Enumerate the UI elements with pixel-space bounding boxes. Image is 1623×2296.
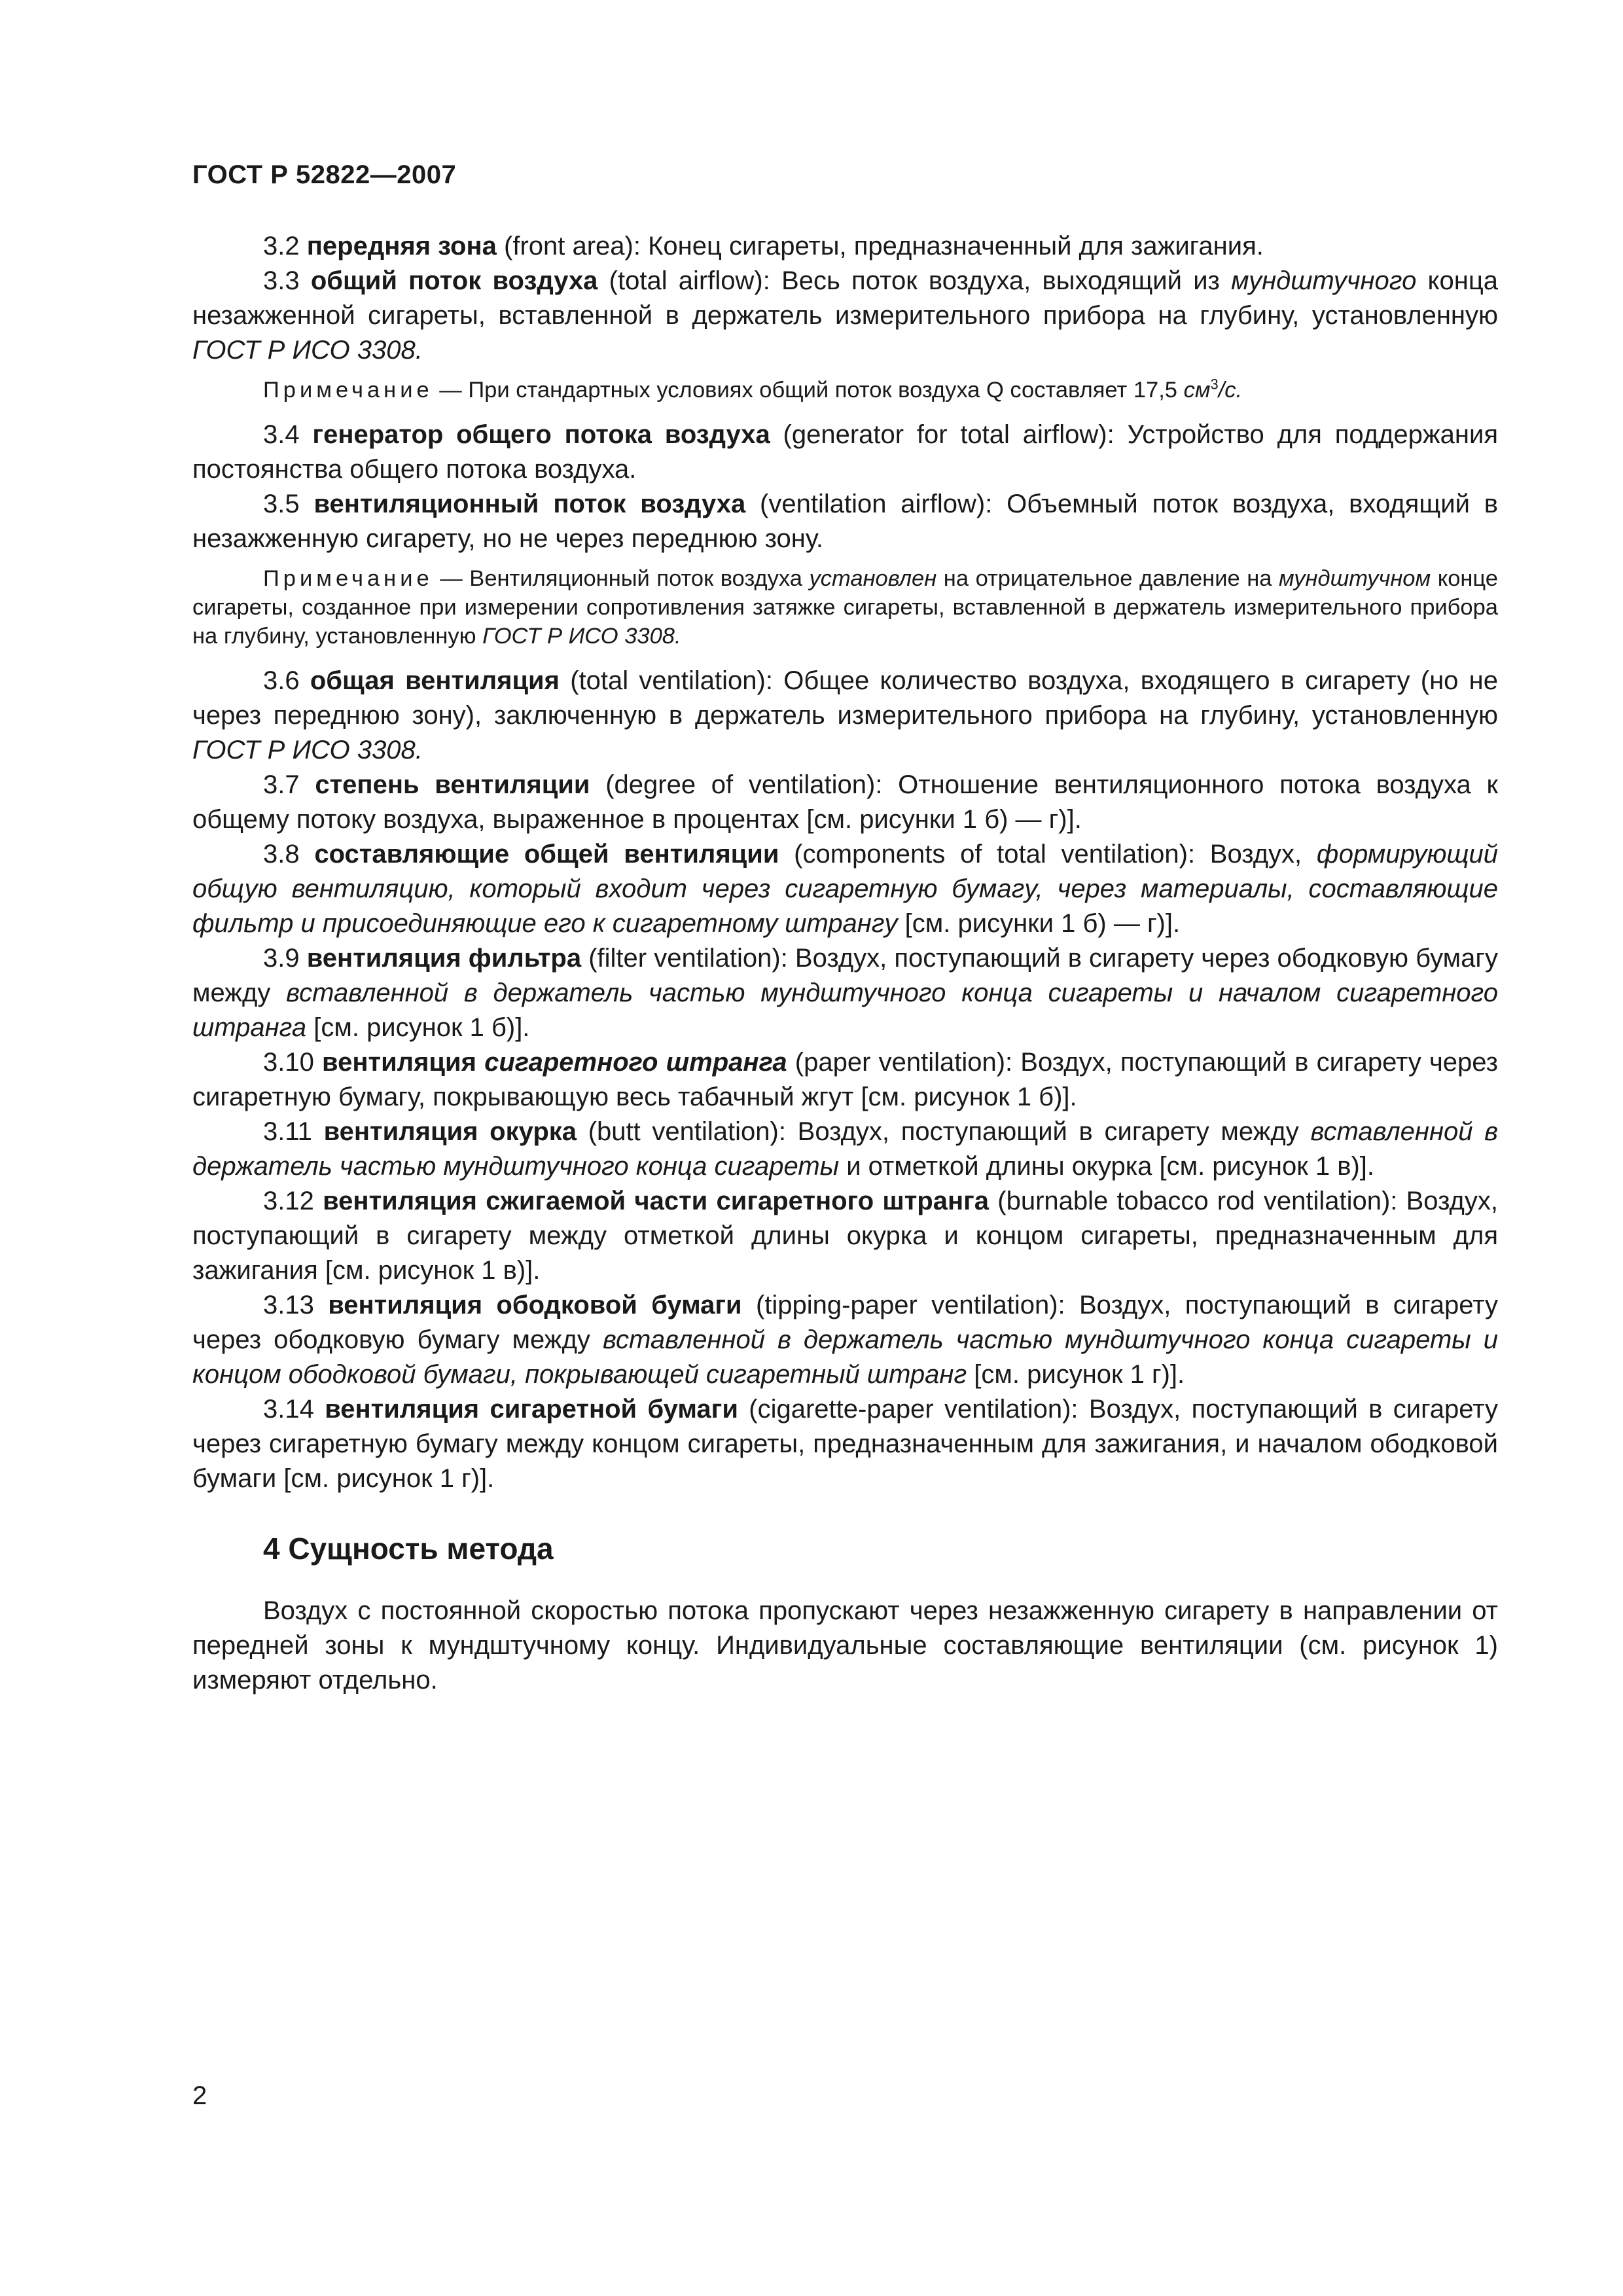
term-3-8: 3.8 составляющие общей вентиляции (components of total ventilation): Воздух, формирующий общую вентиляцию, который входит через сигаретную бумагу, через материалы, составляющие фильтр и присоединяющие его к сигаретному штрангу [см. рисунки 1 б) — г)]. [192, 840, 1498, 938]
note-ventilation-airflow: Примечание — Вентиляционный поток воздуха установлен на отрицательное давление на мундштучном конце сигареты, созданное при измерении сопротивления затяжке сигареты, вставленной в держатель измерительного прибора на глубину, установленную ГОСТ Р ИСО 3308. [192, 566, 1498, 649]
term-3-6: 3.6 общая вентиляция (total ventilation): Общее количество воздуха, входящего в сигарету (но не через переднюю зону), заключенную в держатель измерительного прибора на глубину, установленную ГОСТ Р ИСО 3308. [192, 666, 1498, 764]
term-3-10: 3.10 вентиляция сигаретного штранга (paper ventilation): Воздух, поступающий в сигарету через сигаретную бумагу, покрывающую весь табачный жгут [см. рисунок 1 б)]. [192, 1048, 1498, 1111]
document-header: ГОСТ Р 52822—2007 [192, 160, 457, 189]
term-3-4: 3.4 генератор общего потока воздуха (generator for total airflow): Устройство для поддержания постоянства общего потока воздуха. [192, 420, 1499, 484]
term-3-2: 3.2 передняя зона (front area): Конец сигареты, предназначенный для зажигания. [263, 232, 1264, 260]
term-3-14: 3.14 вентиляция сигаретной бумаги (cigarette-paper ventilation): Воздух, поступающий в сигарету через сигаретную бумагу между концом сигареты, предназначенным для зажигания, и началом ободковой бумаги [см. рисунок 1 г)]. [192, 1395, 1498, 1493]
section-4-body: Воздух с постоянной скоростью потока пропускают через незажженную сигарету в направлении от передней зоны к мундштучному концу. Индивидуальные составляющие вентиляции (см. рисунок 1) измеряют отдельно. [192, 1596, 1498, 1695]
term-3-12: 3.12 вентиляция сжигаемой части сигаретного штранга (burnable tobacco rod ventilation): Воздух, поступающий в сигарету между отметкой длины окурка и концом сигареты, предназначенным для зажигания [см. рисунок 1 в)]. [192, 1187, 1498, 1285]
term-3-11: 3.11 вентиляция окурка (butt ventilation): Воздух, поступающий в сигарету между вставленной в держатель частью мундштучного конца сигареты и отметкой длины окурка [см. рисунок 1 в)]. [192, 1117, 1498, 1181]
note-total-airflow: Примечание — При стандартных условиях общий поток воздуха Q составляет 17,5 $см^3/с$. [263, 376, 1243, 403]
term-3-3: 3.3 общий поток воздуха (total airflow): Весь поток воздуха, выходящий из мундштучного конца незажженной сигареты, вставленной в держатель измерительного прибора на глубину, установленную ГОСТ Р ИСО 3308. [192, 266, 1498, 365]
page-number: 2 [192, 2081, 207, 2110]
section-4-title: 4 Сущность метода [263, 1532, 554, 1566]
term-3-7: 3.7 степень вентиляции (degree of ventilation): Отношение вентиляционного потока воздуха к общему потоку воздуха, выраженное в процентах [см. рисунки 1 б) — г)]. [192, 770, 1499, 834]
term-3-5: 3.5 вентиляционный поток воздуха (ventilation airflow): Объемный поток воздуха, входящий в незажженную сигарету, но не через переднюю зону. [192, 490, 1498, 553]
term-3-9: 3.9 вентиляция фильтра (filter ventilation): Воздух, поступающий в сигарету через ободковую бумагу между вставленной в держатель частью мундштучного конца сигареты и началом сигаретного штранга [см. рисунок 1 б)]. [192, 944, 1499, 1042]
term-3-13: 3.13 вентиляция ободковой бумаги (tipping-paper ventilation): Воздух, поступающий в сигарету через ободковую бумагу между вставленной в держатель частью мундштучного конца сигареты и концом ободковой бумаги, покрывающей сигаретный штранг [см. рисунок 1 г)]. [192, 1291, 1498, 1389]
document-body [192, 229, 1498, 1698]
